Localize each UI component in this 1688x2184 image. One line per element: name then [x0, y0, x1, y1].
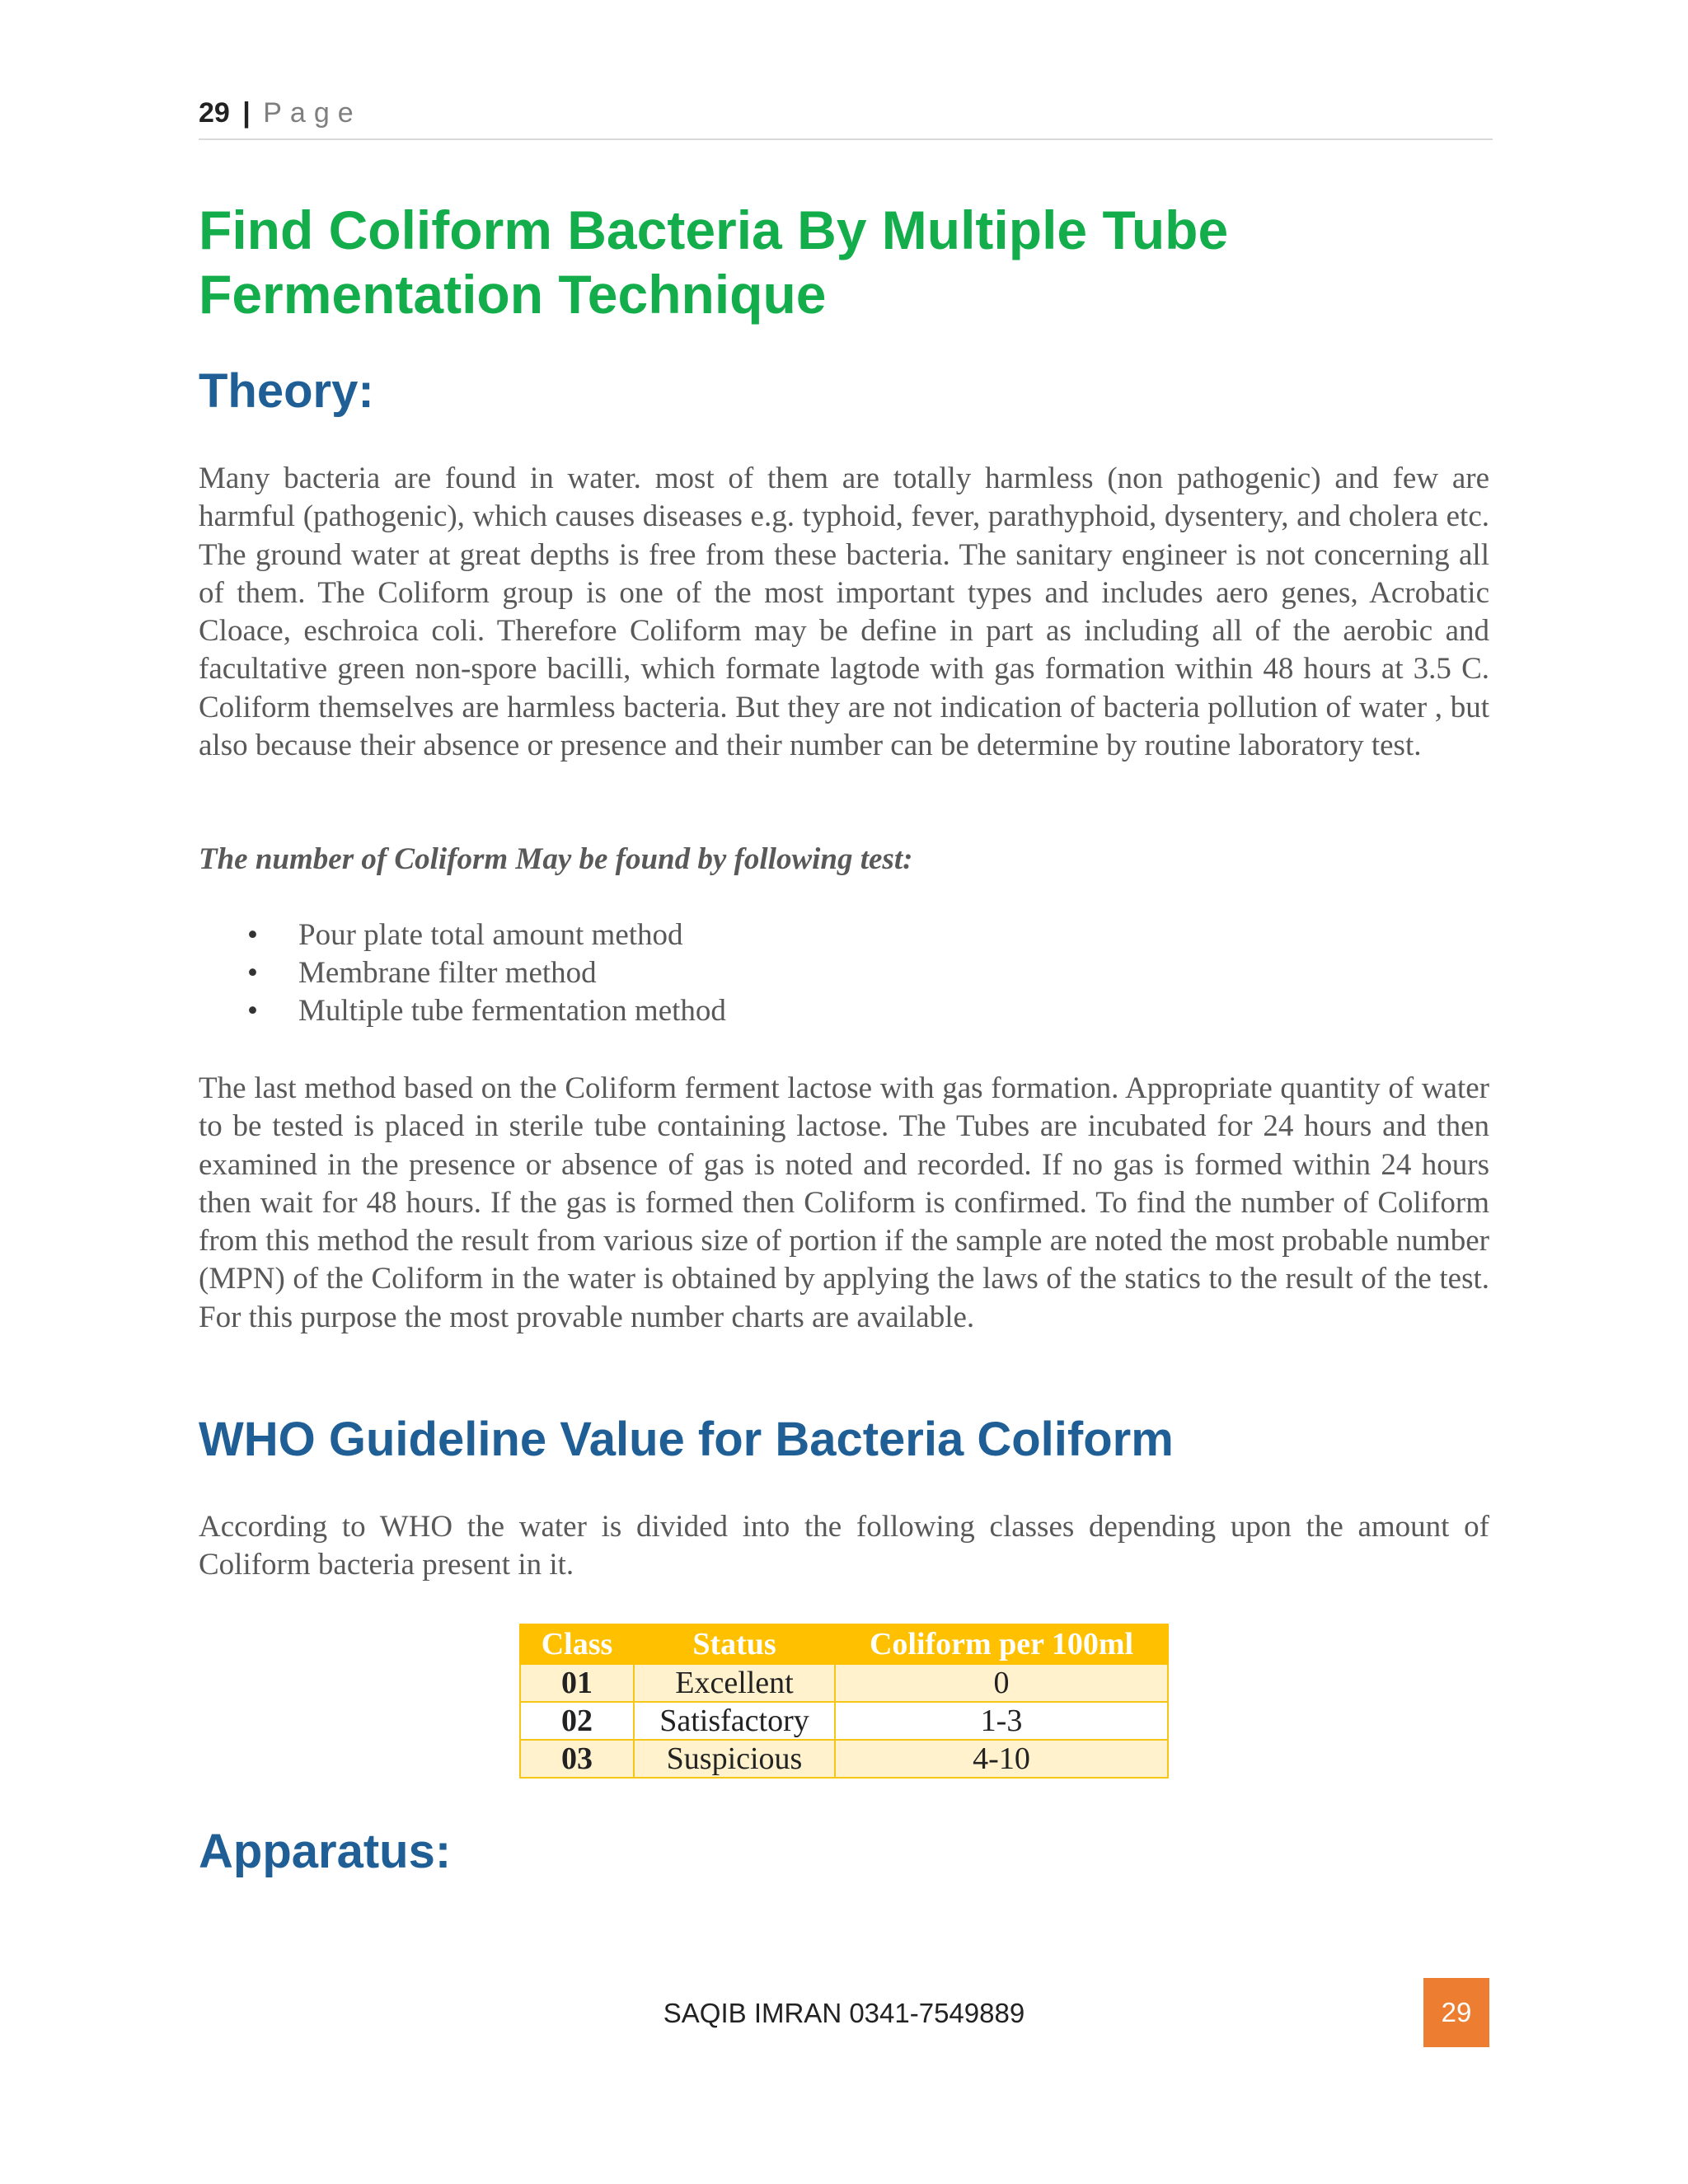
- table-header-cell: Coliform per 100ml: [835, 1624, 1168, 1664]
- method-paragraph: The last method based on the Coliform ferment lactose with gas formation. Appropriate quantity of water to be tested is placed in sterile tube containing lactose. The Tubes are incubated for 24 hours and then examined in the presence or absence of gas is noted and recorded. If no gas is formed within 24 hours then wait for 48 hours. If the gas is formed then Coliform is confirmed. To find the number of Coliform from this method the result from various size of portion if the sample are noted the most probable number (MPN) of the Coliform in the water is obtained by applying the laws of the statics to the result of the test. For this purpose the most provable number charts are available.: [199, 1071, 1489, 1334]
- table-cell-class: 02: [520, 1702, 634, 1740]
- method-label: Pour plate total amount method: [298, 918, 683, 952]
- theory-paragraph: Many bacteria are found in water. most of them are totally harmless (non pathogenic) and few are harmful (pathogenic), which causes diseases e.g. typhoid, fever, parathyphoid, dysentery, and cholera etc. The ground water at great depths is free from these bacteria. The sanitary engineer is not concerning all of them. The Coliform group is one of the most important types and includes aero genes, Acrobatic Cloace, eschroica coli. Therefore Coliform may be define in part as including all of the aerobic and facultative green non-spore bacilli, which formate lagtode with gas formation within 48 hours at 3.5 C. Coliform themselves are harmless bacteria. But they are not indication of bacteria pollution of water , but also because their absence or presence and their number can be determine by routine laboratory test.: [199, 462, 1489, 763]
- table-row: [520, 1664, 1168, 1702]
- header-separator: |: [242, 97, 251, 129]
- list-item: [247, 916, 726, 954]
- page-title: Find Coliform Bacteria By Multiple Tube Fermentation Technique: [199, 199, 1229, 325]
- table-cell-class: 01: [520, 1664, 634, 1702]
- table-cell-status: Suspicious: [634, 1740, 835, 1778]
- footer-author: SAQIB IMRAN 0341-7549889: [663, 1998, 1025, 2028]
- table-cell-status: Excellent: [634, 1664, 835, 1702]
- methods-list: [247, 916, 726, 1030]
- table-header-cell: Status: [634, 1624, 835, 1664]
- table-row: [520, 1702, 1168, 1740]
- table-header-row: [520, 1624, 1168, 1664]
- method-label: Membrane filter method: [298, 956, 597, 990]
- bullet-icon: •: [247, 918, 258, 952]
- table-cell-coliform: 0: [835, 1664, 1168, 1702]
- who-paragraph: According to WHO the water is divided into the following classes depending upon the amount of Coliform bacteria present in it.: [199, 1510, 1489, 1582]
- header-page-number: 29: [199, 97, 230, 129]
- footer-page-number: 29: [1423, 1978, 1489, 2047]
- table-row: [520, 1740, 1168, 1778]
- coliform-table: [519, 1624, 1169, 1779]
- table-cell-coliform: 4-10: [835, 1740, 1168, 1778]
- apparatus-heading: Apparatus:: [199, 1825, 452, 1878]
- bullet-icon: •: [247, 994, 258, 1028]
- theory-heading: Theory:: [199, 364, 374, 418]
- table-cell-coliform: 1-3: [835, 1702, 1168, 1740]
- table-cell-status: Satisfactory: [634, 1702, 835, 1740]
- table-header-cell: Class: [520, 1624, 634, 1664]
- bullet-icon: •: [247, 956, 258, 990]
- methods-subheading: The number of Coliform May be found by following test:: [199, 842, 913, 876]
- who-heading: WHO Guideline Value for Bacteria Coliform: [199, 1413, 1174, 1466]
- page-header: [199, 97, 1493, 140]
- method-label: Multiple tube fermentation method: [298, 994, 726, 1028]
- list-item: [247, 954, 726, 992]
- header-page-word: Page: [263, 97, 362, 129]
- table-cell-class: 03: [520, 1740, 634, 1778]
- list-item: [247, 992, 726, 1030]
